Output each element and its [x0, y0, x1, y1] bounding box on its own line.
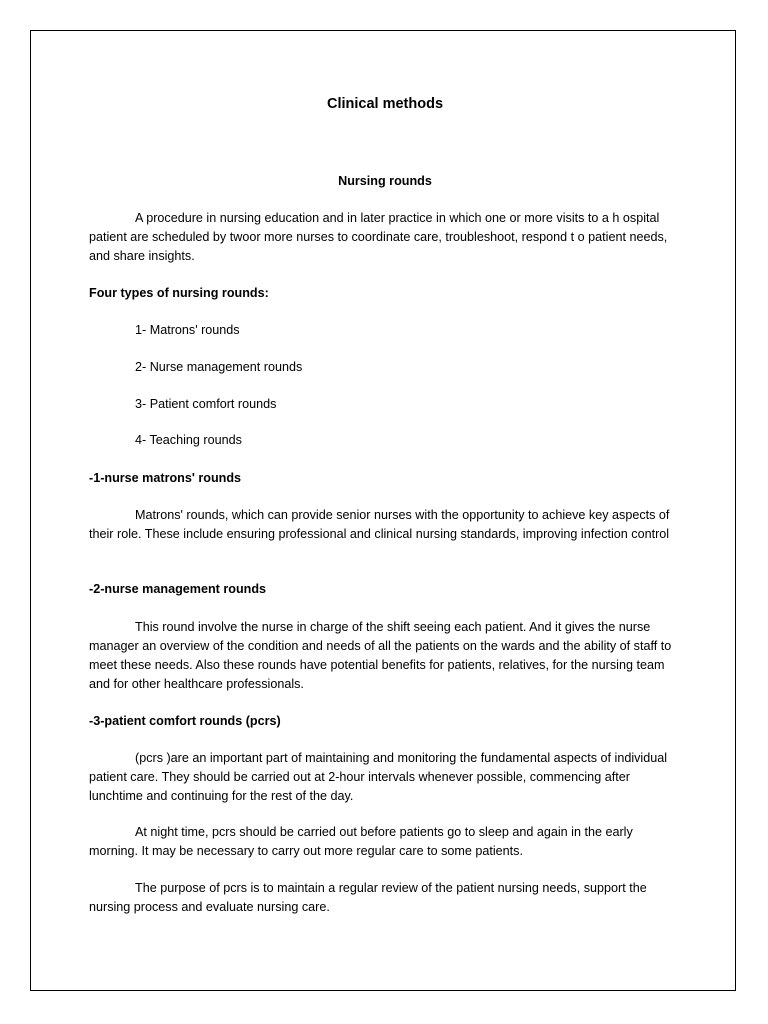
section-heading-matrons: -1-nurse matrons' rounds	[89, 471, 242, 485]
list-item: 2- Nurse management rounds	[135, 360, 303, 374]
list-item: 4- Teaching rounds	[135, 433, 242, 447]
section-paragraph: Matrons' rounds, which can provide senior nurses with the opportunity to achieve key aspects of their role. These include ensuring professional and clinical nursing standards, improving infection control	[89, 508, 670, 541]
section-heading-management: -2-nurse management rounds	[89, 582, 267, 596]
types-heading: Four types of nursing rounds:	[89, 286, 269, 300]
list-item: 3- Patient comfort rounds	[135, 397, 277, 411]
list-item: 1- Matrons' rounds	[135, 323, 240, 337]
document-subtitle: Nursing rounds	[338, 174, 432, 188]
section-paragraph: This round involve the nurse in charge of the shift seeing each patient. And it gives the nurse manager an overview of the condition and needs of all the patients on the wards and the ability of staff to meet these needs. Also these rounds have potential benefits for patients, relatives, for the nursing team and for other healthcare professionals.	[89, 620, 672, 691]
document-page	[30, 30, 736, 991]
section-paragraph: At night time, pcrs should be carried out before patients go to sleep and again in the early morning. It may be necessary to carry out more regular care to some patients.	[89, 825, 633, 858]
section-heading-comfort: -3-patient comfort rounds (pcrs)	[89, 714, 281, 728]
document-title: Clinical methods	[326, 96, 444, 112]
intro-paragraph: A procedure in nursing education and in later practice in which one or more visits to a h ospital patient are scheduled by twoor more nurses to coordinate care, troubleshoot, respond t o patient needs, and share insights.	[89, 211, 668, 263]
section-paragraph: (pcrs )are an important part of maintaining and monitoring the fundamental aspects of individual patient care. They should be carried out at 2-hour intervals whenever possible, commencing after lunchtime and continuing for the rest of the day.	[89, 751, 668, 803]
section-paragraph: The purpose of pcrs is to maintain a regular review of the patient nursing needs, support the nursing process and evaluate nursing care.	[89, 881, 647, 914]
